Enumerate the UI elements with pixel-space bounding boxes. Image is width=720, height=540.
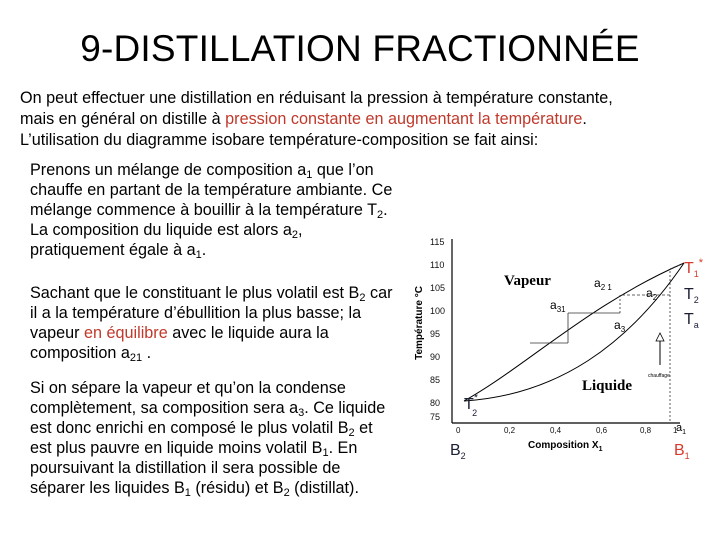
p3-sub-e: 2 (283, 487, 290, 499)
y-tick-110: 110 (430, 260, 445, 270)
p2-text-c: avec le liquide aura la composition a (30, 324, 329, 362)
phase-diagram (408, 235, 720, 540)
p1-text-e: . (201, 241, 207, 259)
p3-text-c: et est plus pauvre en liquide moins volatil B (30, 419, 373, 457)
paragraph-condensation (30, 378, 398, 498)
label-B2: $B_2$ (450, 442, 466, 461)
y-tick-100: 100 (430, 306, 446, 316)
p2-sub-a: 2 (359, 292, 366, 304)
slide-title: 9-DISTILLATION FRACTIONNÉE (80, 28, 640, 69)
p2-text-a: Sachant que le constituant le plus volatil est B (30, 284, 360, 302)
dew-curve (464, 263, 684, 401)
intro-paragraph (20, 88, 710, 151)
y-tick-105: 105 (430, 283, 446, 293)
intro-highlight: pression constante en augmentant la température (225, 110, 583, 128)
paragraph-equilibrium (30, 283, 398, 363)
y-axis-label: Température °C (414, 286, 425, 360)
intro-line2-end: . (582, 110, 587, 128)
region-liquide: Liquide (582, 378, 633, 394)
intro-line1: On peut effectuer une distillation en réduisant la pression à température constante, (20, 89, 613, 107)
label-B1: $B_1$ (674, 442, 690, 461)
label-a1: $a_1$ (676, 422, 687, 436)
p3-sub-b: 2 (348, 427, 355, 439)
p2-text-b: car il a la température d’ébullition la plus basse; la vapeur (30, 284, 393, 342)
heating-label: chauffage (648, 373, 670, 379)
x-tick-02: 0,2 (504, 426, 516, 435)
y-tick-85: 85 (430, 375, 441, 385)
p3-text-d: . En poursuivant la distillation il sera possible de séparer les liquides B (30, 439, 358, 497)
p3-text-a: Si on sépare la vapeur et qu’on la condense complètement, sa composition sera a (30, 379, 346, 417)
p2-highlight: en équilibre (84, 324, 168, 342)
x-tick-04: 0,4 (550, 426, 562, 435)
phase-diagram-svg (408, 235, 720, 540)
x-axis-label: Composition $X_1$ (528, 440, 603, 453)
paragraph-heating (30, 160, 398, 260)
y-tick-95: 95 (430, 329, 441, 339)
x-tick-0: 0 (456, 426, 461, 435)
p3-sub-a: 3 (298, 407, 305, 419)
p1-text-c: . La composition du liquide est alors a (30, 201, 388, 239)
p3-text-e: (résidu) et B (190, 479, 284, 497)
p3-text-b: . Ce liquide est donc enrichi en composé le plus volatil B (30, 399, 386, 437)
y-tick-115: 115 (430, 237, 445, 247)
heating-arrow-head (656, 333, 664, 341)
p3-text-f: (distillat). (289, 479, 359, 497)
x-tick-labels (456, 426, 678, 435)
label-T1-star: $T_1^*$ (684, 257, 704, 279)
intro-line3: L’utilisation du diagramme isobare température-composition se fait ainsi: (20, 131, 539, 149)
p1-text-b: que l’on chauffe en partant de la température ambiante. Ce mélange commence à bouillir à la température T (30, 161, 393, 219)
label-T2-star: T* 2 (464, 392, 479, 418)
p3-sub-d: 1 (184, 487, 191, 499)
point-labels (550, 276, 686, 436)
y-tick-80: 80 (430, 398, 441, 408)
p1-sub-d: 1 (195, 249, 202, 261)
x-tick-08: 0,8 (640, 426, 652, 435)
p2-sub-c: 21 (129, 352, 143, 364)
y-tick-75: 75 (430, 412, 441, 422)
p1-sub-b: 2 (377, 209, 384, 221)
x-tick-06: 0,6 (596, 426, 608, 435)
p1-sub-c: 2 (291, 229, 298, 241)
p3-sub-c: 1 (322, 447, 329, 459)
p1-text-d: , pratiquement égale à a (30, 221, 303, 259)
region-vapeur: Vapeur (504, 273, 551, 289)
p1-sub-a: 1 (306, 169, 313, 181)
label-Ta: $T_a$ (684, 311, 699, 330)
label-a3: $a_3$ (614, 318, 626, 334)
intro-line2-start: mais en général on distille à (20, 110, 226, 128)
label-a21: $a_{2 1}$ (594, 276, 612, 292)
y-tick-labels (430, 237, 445, 422)
p1-text-a: Prenons un mélange de composition a (30, 161, 307, 179)
y-tick-90: 90 (430, 352, 441, 362)
label-T2: $T_2$ (684, 286, 699, 305)
label-a2: $a_2$ (646, 286, 658, 302)
x-tick-1: 1 (673, 426, 678, 435)
label-a31: $a_{31}$ (550, 298, 566, 314)
p2-text-d: . (142, 344, 152, 362)
